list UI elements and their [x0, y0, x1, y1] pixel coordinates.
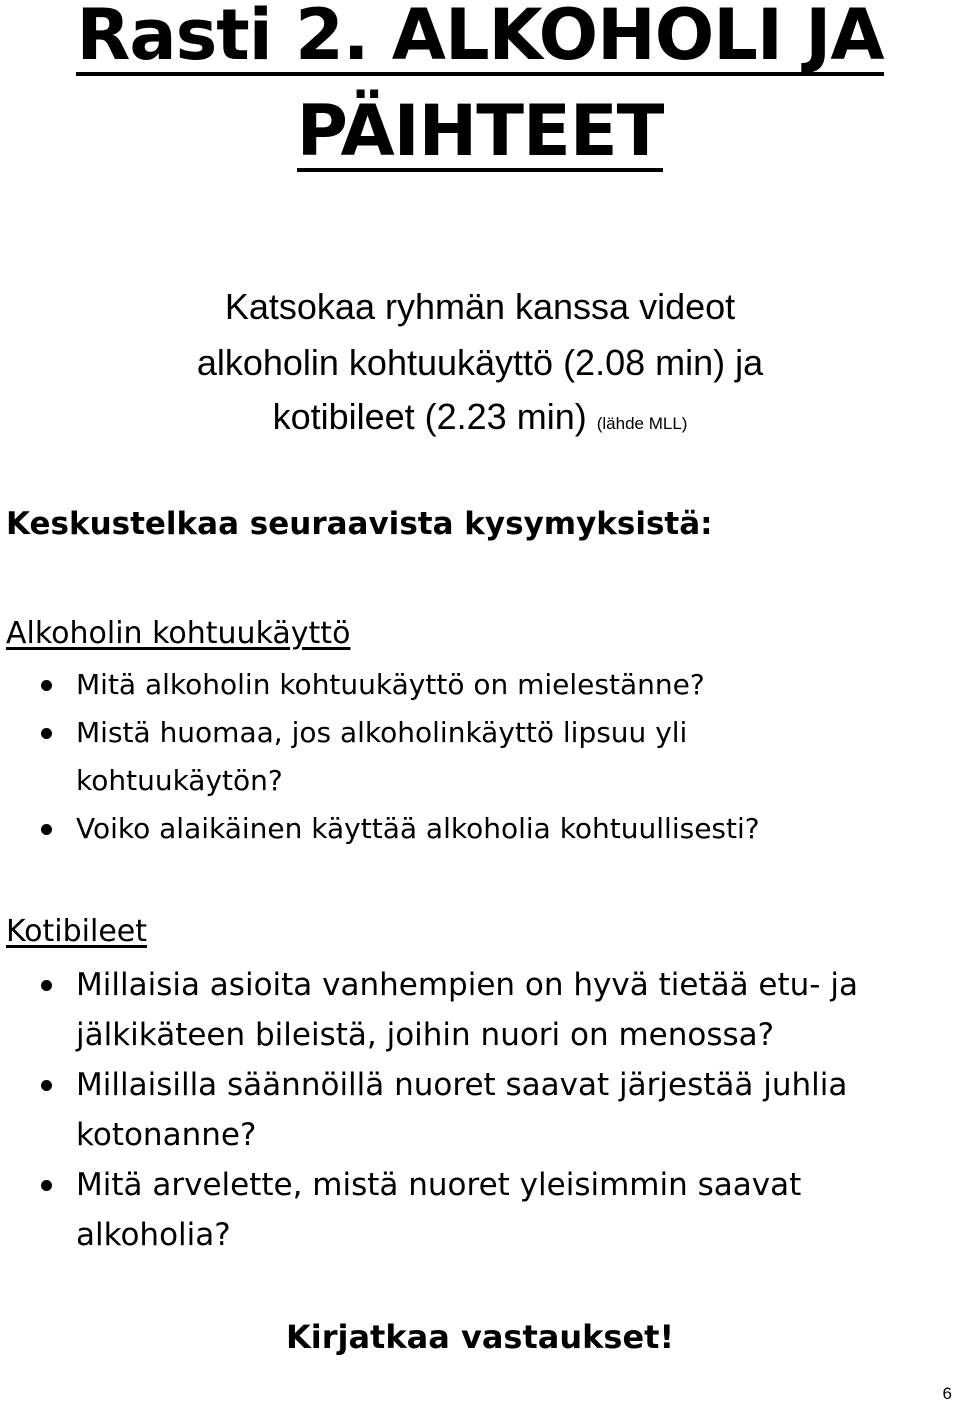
question-text: Mitä alkoholin kohtuukäyttö on mielestänne? [76, 668, 705, 701]
bullet-icon [41, 680, 52, 691]
section-heading-moderate-use [6, 610, 350, 658]
intro-source-note: (lähde MLL) [596, 414, 688, 433]
page-number: 6 [942, 1384, 952, 1403]
intro-line-3 [0, 390, 960, 451]
bullet-icon [41, 824, 52, 835]
discussion-heading: Keskustelkaa seuraavista kysymyksistä: [6, 506, 713, 542]
list-item-continuation [0, 1210, 858, 1260]
list-item [0, 1160, 858, 1210]
page-title-line-2 [0, 90, 960, 172]
call-to-action: Kirjatkaa vastaukset! [285, 1318, 675, 1356]
question-text: jälkikäteen bileistä, joihin nuori on menossa? [76, 1017, 775, 1053]
question-text: alkoholia? [76, 1217, 231, 1253]
question-text: Millaisia asioita vanhempien on hyvä tietää etu- ja [76, 967, 858, 1003]
section-heading-house-parties [6, 908, 147, 956]
bullet-icon [41, 1180, 52, 1191]
question-text: kotonanne? [76, 1117, 257, 1153]
list-item-continuation [0, 757, 760, 805]
bullet-icon [41, 1080, 52, 1091]
question-text: Millaisilla säännöillä nuoret saavat järjestää juhlia [76, 1067, 848, 1103]
question-list-house-parties [0, 960, 858, 1260]
list-item [0, 805, 760, 853]
list-item-continuation [0, 1010, 858, 1060]
question-text: kohtuukäytön? [76, 764, 283, 797]
question-text: Mitä arvelette, mistä nuoret yleisimmin saavat [76, 1167, 802, 1203]
question-list-moderate-use [0, 661, 760, 853]
section-heading-2-text: Kotibileet [6, 914, 148, 949]
intro-line-3-main: kotibileet (2.23 min) [272, 396, 587, 437]
question-text: Voiko alaikäinen käyttää alkoholia kohtuullisesti? [76, 812, 760, 845]
title-text-1: Rasti 2. ALKOHOLI JA [76, 0, 884, 76]
title-text-2: PÄIHTEET [296, 90, 664, 172]
intro-line-2: alkoholin kohtuukäyttö (2.08 min) ja [196, 342, 764, 383]
bullet-icon [41, 980, 52, 991]
list-item [0, 1060, 858, 1110]
section-heading-1-text: Alkoholin kohtuukäyttö [6, 616, 351, 651]
list-item-continuation [0, 1110, 858, 1160]
bullet-icon [41, 728, 52, 739]
list-item [0, 661, 760, 709]
intro-line-1: Katsokaa ryhmän kanssa videot [224, 286, 736, 327]
page-title-line-1 [0, 0, 960, 76]
list-item [0, 960, 858, 1010]
question-text: Mistä huomaa, jos alkoholinkäyttö lipsuu yli [76, 716, 688, 749]
list-item [0, 709, 760, 757]
